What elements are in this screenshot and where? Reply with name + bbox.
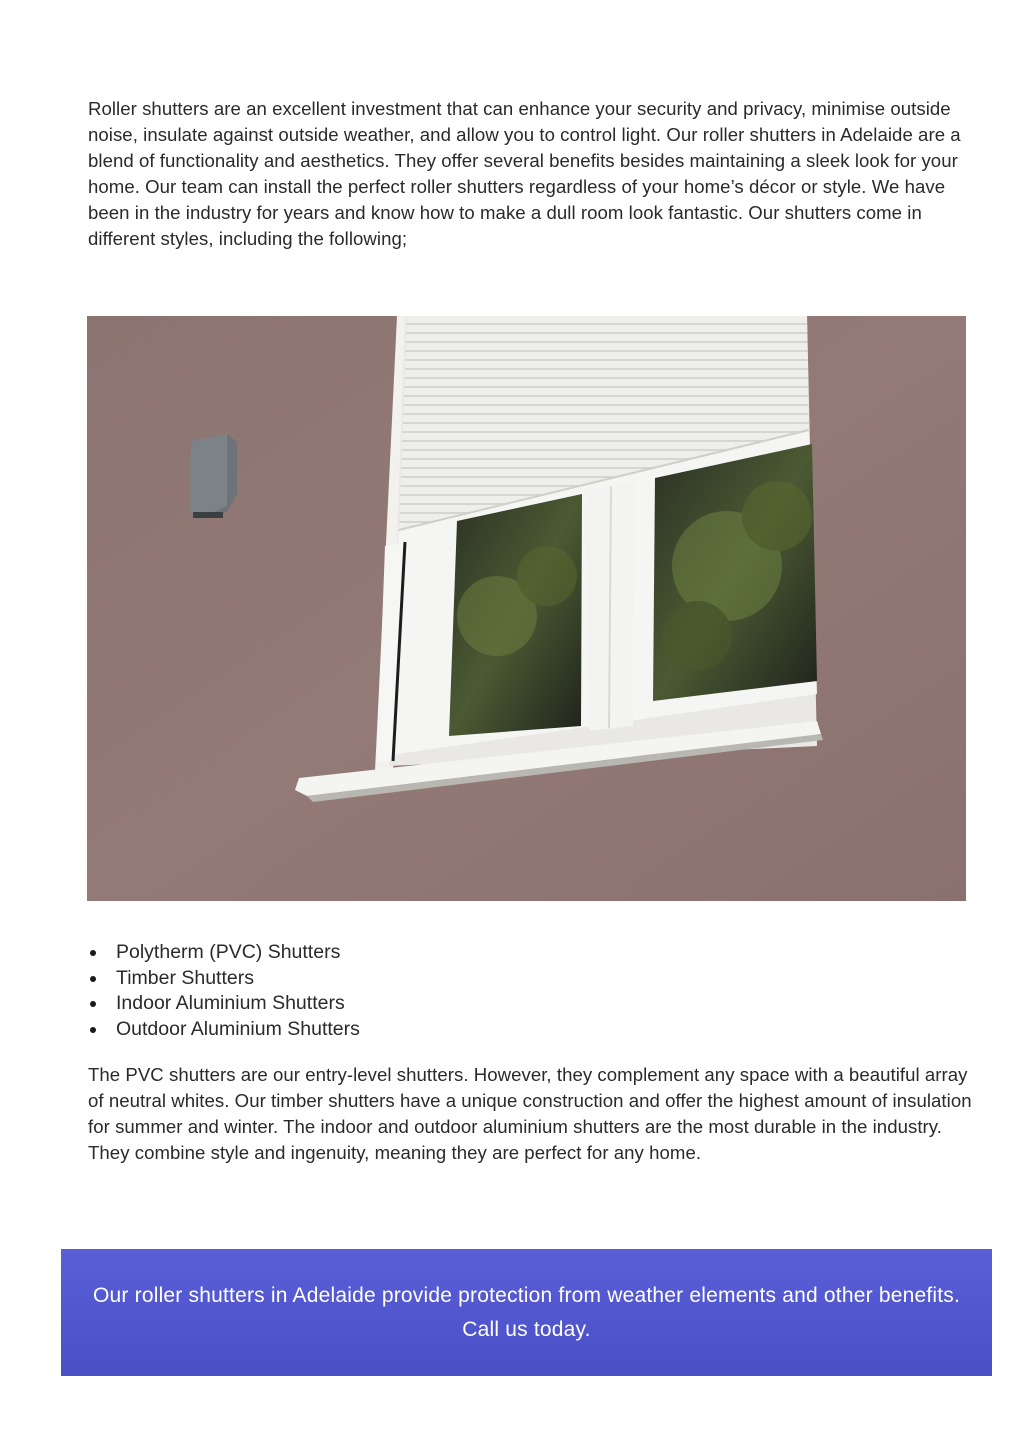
intro-paragraph: Roller shutters are an excellent investment that can enhance your security and privacy, minimise outside noise, insulate against outside weather, and allow you to control light. Our roller shutters in Adelaide are a blend of functionality and aesthetics. They offer several benefits besides maintaining a sleek look for your home. Our team can install the perfect roller shutters regardless of your home’s décor or style. We have been in the industry for years and know how to make a dull room look fantastic. Our shutters come in different styles, including the following; <box>88 98 961 249</box>
wall-lamp <box>189 434 237 519</box>
call-to-action-banner <box>61 1249 992 1376</box>
detail-paragraph: The PVC shutters are our entry-level shutters. However, they complement any space with a beautiful array of neutral whites. Our timber shutters have a unique construction and offer the highest amount of insulation for summer and winter. The indoor and outdoor aluminium shutters are the most durable in the industry. They combine style and ingenuity, meaning they are perfect for any home. <box>88 1064 972 1163</box>
list-item: Indoor Aluminium Shutters <box>88 991 360 1017</box>
list-item: Polytherm (PVC) Shutters <box>88 940 360 966</box>
cta-text: Our roller shutters in Adelaide provide protection from weather elements and other benefits. Call us today. <box>92 1283 961 1341</box>
list-item: Outdoor Aluminium Shutters <box>88 1017 360 1043</box>
shutter-styles-list <box>88 940 360 1043</box>
list-item: Timber Shutters <box>88 966 360 992</box>
roller-shutter-window-photo <box>87 316 966 901</box>
